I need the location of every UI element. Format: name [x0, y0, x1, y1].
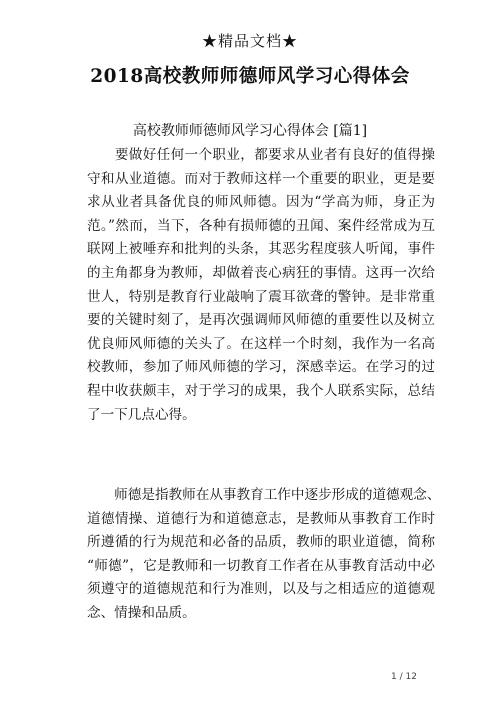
paragraph-line: 求从业者具备优良的师风师德。因为“学高为师，身正为 — [87, 194, 435, 211]
page-number: 1 / 12 — [391, 672, 417, 682]
header-banner: ★精品文档★ — [201, 32, 298, 50]
paragraph-line: 守和从业道德。而对于教师这样一个重要的职业，更是要 — [87, 170, 435, 187]
paragraph-line: 世人，特别是教育行业敲响了震耳欲聋的警钟。是非常重 — [87, 288, 435, 305]
paragraph-line: 念、情操和品质。 — [87, 604, 196, 621]
paragraph-line: “师德”，它是教师和一切教育工作者在从事教育活动中必 — [87, 557, 435, 574]
document-title: 2018高校教师师德师风学习心得体会 — [90, 66, 410, 87]
paragraph-line: 要做好任何一个职业，都要求从业者有良好的值得操 — [87, 147, 435, 163]
paragraph-line: 须遵守的道德规范和行为准则，以及与之相适应的道德观 — [87, 581, 435, 598]
body-paragraph-1 — [87, 144, 435, 427]
paragraph-line: 了一下几点心得。 — [87, 406, 196, 423]
paragraph-line: 的主角都身为教师，却做着丧心病狂的事情。这再一次给 — [87, 264, 435, 281]
section-heading: 高校教师师德师风学习心得体会 [篇1] — [132, 123, 368, 139]
paragraph-line: 范。”然而，当下，各种有损师德的丑闻、案件经常成为互 — [87, 217, 435, 234]
paragraph-line: 优良师风师德的关头了。在这样一个时刻，我作为一名高 — [87, 335, 435, 352]
paragraph-line: 要的关键时刻了，是再次强调师风师德的重要性以及树立 — [87, 312, 435, 329]
paragraph-line: 师德是指教师在从事教育工作中逐步形成的道德观念、 — [87, 487, 441, 503]
paragraph-line: 道德情操、道德行为和道德意志，是教师从事教育工作时 — [87, 510, 435, 527]
body-paragraph-2 — [87, 484, 441, 626]
paragraph-line: 联网上被唾弃和批判的头条，其恶劣程度骇人听闻，事件 — [87, 241, 435, 258]
paragraph-line: 校教师，参加了师风师德的学习，深感幸运。在学习的过 — [87, 359, 435, 376]
paragraph-line: 所遵循的行为规范和必备的品质，教师的职业道德，简称 — [87, 534, 435, 551]
paragraph-line: 程中收获颇丰，对于学习的成果，我个人联系实际，总结 — [87, 382, 435, 399]
